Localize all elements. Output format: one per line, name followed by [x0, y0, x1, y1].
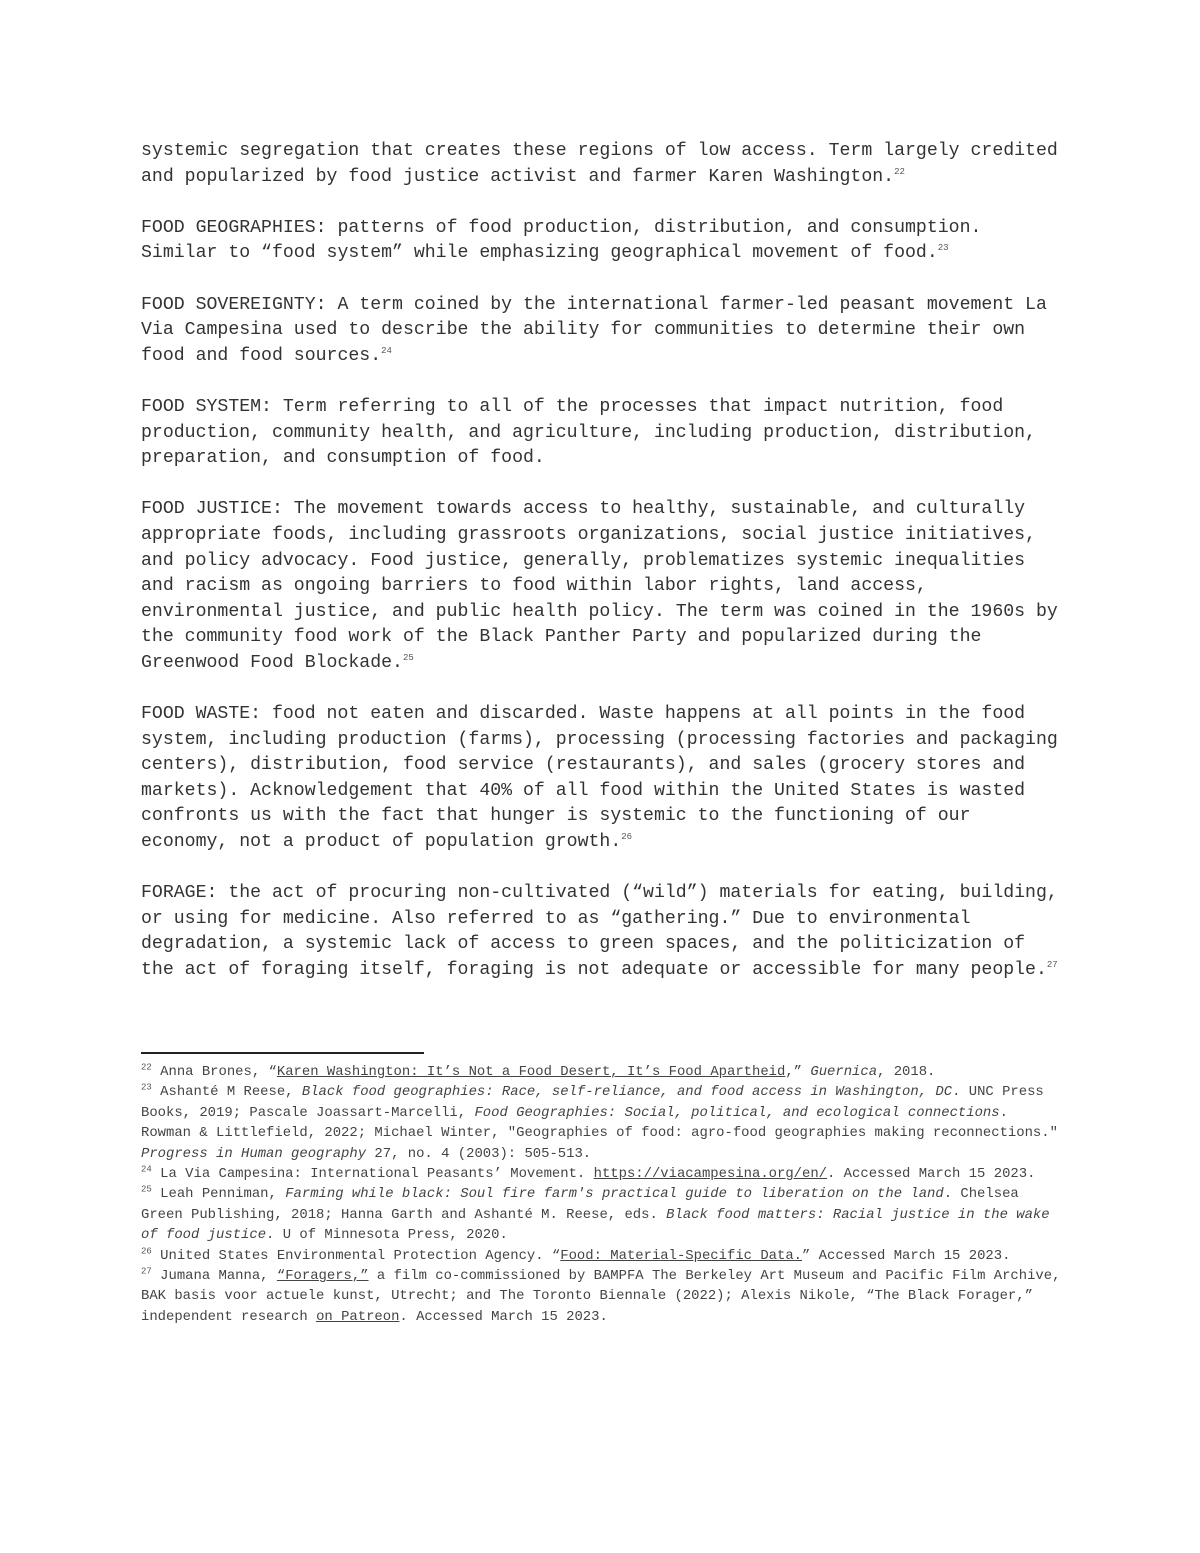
footnote-22 — [141, 1062, 1061, 1082]
footnote-27 — [141, 1266, 1061, 1327]
footnote-24 — [141, 1164, 1061, 1184]
footnote-text: United States Environmental Protection Agency. “ — [151, 1247, 561, 1264]
paragraph-food-justice — [141, 497, 1061, 676]
paragraph-text: FORAGE: the act of procuring non-cultivated (“wild”) materials for eating, building, or using for medicine. Also referred to as “gathering.” Due to environmental degradation, a systemic lack of access to green spaces, and the politicization of the act of foraging itself, foraging is not adequate or accessible for many people. — [141, 883, 1058, 980]
paragraph-text: FOOD WASTE: food not eaten and discarded. Waste happens at all points in the food system, including production (farms), processing (processing factories and packaging centers), distribution, food service (restaurants), and sales (grocery stores and markets). Acknowledgement that 40% of all food within the United States is wasted confronts us with the fact that hunger is systemic to the functioning of our economy, not a product of population growth. — [141, 704, 1058, 853]
footnote-text: . Rowman & Littlefield, 2022; Michael Winter, "Geographies of food: agro-food geographies making reconnections." — [141, 1104, 1058, 1142]
footnote-text: . Accessed March 15 2023. — [399, 1308, 608, 1325]
footnote-text: Leah Penniman, — [151, 1186, 286, 1203]
footnote-link[interactable]: “Foragers,” — [276, 1268, 369, 1285]
footnote-ref[interactable]: 24 — [381, 345, 392, 356]
footnote-ref[interactable]: 23 — [937, 243, 949, 254]
footnote-text: . UNC Press Books, 2019; Pascale Joassart-Marcelli, — [141, 1084, 1044, 1121]
footnote-text: Jumana Manna, — [151, 1268, 277, 1285]
footnote-title: Food Geographies: Social, political, and ecological connections — [474, 1104, 1000, 1121]
footnote-text: 27, no. 4 (2003): 505-513. — [366, 1145, 592, 1162]
footnote-title: Black food matters: Racial justice in the wake of food justice — [141, 1206, 1050, 1244]
paragraph-text: systemic segregation that creates these regions of low access. Term largely credited and popularized by food justice activist and farmer Karen Washington. — [141, 141, 1058, 187]
footnote-number: 27 — [141, 1266, 152, 1277]
footnote-ref[interactable]: 25 — [402, 652, 414, 663]
footnote-separator — [141, 1052, 424, 1054]
footnote-number: 25 — [141, 1184, 152, 1195]
footnote-text: ,” — [785, 1064, 811, 1080]
footnote-text: Ashanté M Reese, — [151, 1084, 302, 1101]
footnote-text: , 2018. — [877, 1064, 936, 1080]
paragraph-food-geographies — [141, 216, 1061, 267]
footnote-text: La Via Campesina: International Peasants’ Movement. — [151, 1166, 594, 1183]
paragraph-text: FOOD SYSTEM: Term referring to all of the processes that impact nutrition, food production, community health, and agriculture, including production, distribution, preparation, and consumption of food. — [141, 396, 1036, 469]
footnote-number: 23 — [141, 1082, 152, 1093]
footnote-text: ” Accessed March 15 2023. — [802, 1247, 1011, 1264]
footnote-text: . Accessed March 15 2023. — [827, 1166, 1036, 1183]
footnote-ref[interactable]: 22 — [894, 166, 905, 177]
footnote-text: . Chelsea Green Publishing, 2018; Hanna Garth and Ashanté M. Reese, eds. — [141, 1186, 1019, 1223]
footnote-26 — [141, 1246, 1061, 1266]
footnote-25 — [141, 1184, 1061, 1245]
footnote-text: Anna Brones, “ — [151, 1064, 277, 1080]
footnote-link[interactable]: Karen Washington: It’s Not a Food Desert, It’s Food Apartheid — [276, 1064, 786, 1080]
paragraph-food-waste — [141, 702, 1061, 856]
footnote-link[interactable]: https://viacampesina.org/en/ — [593, 1166, 828, 1183]
paragraph-text: FOOD SOVEREIGNTY: A term coined by the international farmer-led peasant movement La Via Campesina used to describe the ability for communities to determine their own food and food sources. — [141, 294, 1047, 366]
paragraph-food-system — [141, 395, 1061, 472]
footnote-ref[interactable]: 27 — [1046, 959, 1058, 970]
paragraph-forage — [141, 881, 1061, 983]
footnotes — [141, 1062, 1061, 1327]
footnote-number: 26 — [141, 1246, 152, 1257]
footnote-number: 22 — [141, 1062, 152, 1073]
footnote-title: Guernica — [810, 1064, 878, 1080]
footnote-link[interactable]: Food: Material-Specific Data. — [560, 1247, 803, 1264]
footnote-title: Progress in Human geography — [141, 1145, 367, 1162]
body-text — [141, 139, 1061, 1009]
footnote-title: Black food geographies: Race, self-reliance, and food access in Washington, DC — [301, 1084, 953, 1101]
paragraph-text: FOOD GEOGRAPHIES: patterns of food production, distribution, and consumption. Similar to “food system” while emphasizing geographical movement of food. — [141, 217, 982, 264]
paragraph-food-apartheid-end — [141, 139, 1061, 190]
footnote-23 — [141, 1082, 1061, 1164]
footnote-ref[interactable]: 26 — [621, 831, 633, 842]
footnote-title: Farming while black: Soul fire farm's practical guide to liberation on the land — [285, 1186, 944, 1203]
paragraph-text: FOOD JUSTICE: The movement towards access to healthy, sustainable, and culturally appropriate foods, including grassroots organizations, social justice initiatives, and policy advocacy. Food justice, generally, problematizes systemic inequalities and racism as ongoing barriers to food within labor rights, land access, environmental justice, and public health policy. The term was coined in the 1960s by the community food work of the Black Panther Party and popularized during the Greenwood Food Blockade. — [141, 499, 1058, 673]
footnote-number: 24 — [141, 1164, 152, 1175]
footnote-text: a film co-commissioned by BAMPFA The Berkeley Art Museum and Pacific Film Archive, BAK basis voor actuele kunst, Utrecht; and The Toronto Biennale (2022); Alexis Nikole, “The Black Forager,” independent research — [141, 1268, 1061, 1325]
paragraph-food-sovereignty — [141, 293, 1061, 370]
footnote-link[interactable]: on Patreon — [316, 1308, 400, 1325]
footnote-text: . U of Minnesota Press, 2020. — [266, 1227, 508, 1244]
